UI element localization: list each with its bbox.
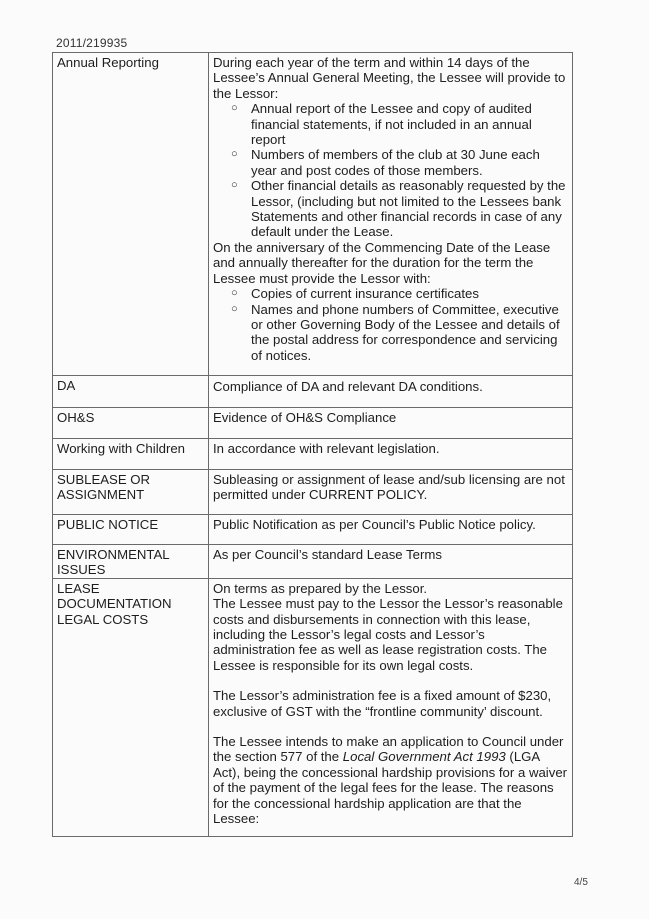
annual-reporting-intro: During each year of the term and within 14 days of the Lessee’s Annual General Meeting, the Lessee will provide to the Lessor: (213, 55, 566, 101)
circle-bullet-icon: ○ (231, 179, 238, 192)
row-content (209, 53, 573, 376)
table-row-da (53, 376, 573, 408)
table-row-working-with-children (53, 439, 573, 470)
row-label: LEASE DOCUMENTATION LEGAL COSTS (53, 578, 209, 836)
legal-costs-paragraph: The Lessee must pay to the Lessor the Lessor’s reasonable costs and disbursements in connection with this lease, including the Lessor’s legal costs and Lessor’s administration fee as well as lease registration costs. The Lessee is responsible for its own legal costs. (213, 596, 563, 673)
row-label: ENVIRONMENTAL ISSUES (53, 545, 209, 579)
annual-reporting-intro-2: On the anniversary of the Commencing Date of the Lease and annually thereafter for the duration for the term the Lessee must provide the Lessor with: (213, 239, 551, 286)
row-label: DA (53, 376, 209, 408)
legal-costs-paragraph: On terms as prepared by the Lessor. (213, 580, 428, 596)
table-row-environmental (53, 545, 573, 579)
circle-bullet-icon: ○ (231, 287, 238, 300)
row-label: OH&S (53, 408, 209, 439)
admin-fee-paragraph: The Lessor’s administration fee is a fixed amount of $230, exclusive of GST with the “frontline community’ discount. (213, 688, 552, 719)
row-content: As per Council’s standard Lease Terms (209, 545, 573, 579)
table-row-sublease (53, 470, 573, 515)
row-content: Subleasing or assignment of lease and/sub licensing are not permitted under CURRENT POLICY. (209, 470, 573, 515)
table-row-ohs (53, 408, 573, 439)
table-row-annual-reporting (53, 53, 573, 376)
list-item: ○ Copies of current insurance certificates (231, 286, 479, 302)
list-item: ○ Numbers of members of the club at 30 June each year and post codes of those members. (231, 147, 540, 178)
row-content: Public Notification as per Council’s Public Notice policy. (209, 515, 573, 545)
circle-bullet-icon: ○ (231, 102, 238, 115)
list-item: ○ Other financial details as reasonably requested by the Lessor, (including but not limited to the Lessees bank Statements and other financial records in case of any default under the Lease. (231, 178, 566, 240)
row-label: Working with Children (53, 439, 209, 470)
row-content: Evidence of OH&S Compliance (209, 408, 573, 439)
table-row-public-notice (53, 515, 573, 545)
circle-bullet-icon: ○ (231, 302, 238, 315)
circle-bullet-icon: ○ (231, 148, 238, 161)
row-label: PUBLIC NOTICE (53, 515, 209, 545)
document-reference: 2011/219935 (56, 36, 128, 50)
table-row-legal-costs (53, 578, 573, 836)
lease-terms-table (52, 52, 573, 837)
row-content (209, 578, 573, 836)
row-content: In accordance with relevant legislation. (209, 439, 573, 470)
row-content: Compliance of DA and relevant DA conditions. (209, 376, 573, 408)
list-item: ○ Annual report of the Lessee and copy of audited financial statements, if not included in an annual report (231, 101, 532, 148)
row-label: SUBLEASE OR ASSIGNMENT (53, 470, 209, 515)
reporting-list (213, 101, 568, 240)
hardship-paragraph: The Lessee intends to make an application to Council under the section 577 of the Local Government Act 1993 (LGA Act), being the concessional hardship provisions for a waiver of the payment of the legal fees for the lease. The reasons for the concessional hardship application are that the Lessee: (213, 734, 568, 827)
row-label: Annual Reporting (53, 53, 209, 376)
annual-provision-list (213, 286, 568, 363)
page-number: 4/5 (574, 877, 588, 888)
list-item: ○ Names and phone numbers of Committee, executive or other Governing Body of the Lessee and details of the postal address for correspondence and servicing of notices. (231, 301, 560, 363)
